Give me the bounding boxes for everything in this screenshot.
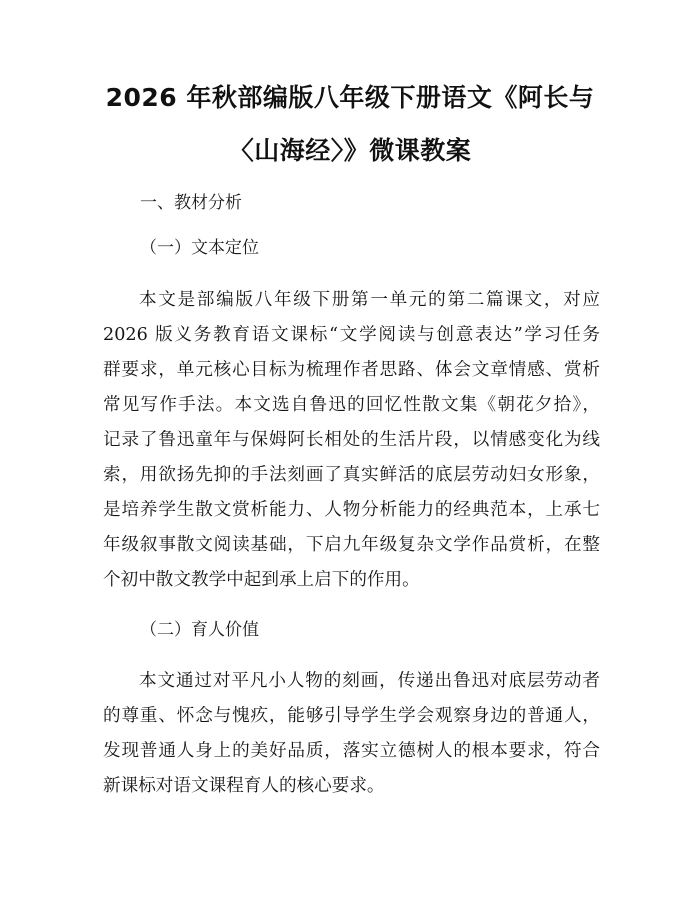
- document-title-line-2: 〈山海经〉》微课教案: [228, 136, 472, 165]
- paragraph-text-positioning: [103, 283, 600, 598]
- paragraph-line: 索，用欲扬先抑的手法刻画了真实鲜活的底层劳动妇女形象，: [103, 465, 600, 485]
- paragraph-line: 发现普通人身上的美好品质，落实立德树人的根本要求，符合: [103, 741, 600, 761]
- paragraph-line: 本文是部编版八年级下册第一单元的第二篇课文，对应: [139, 290, 600, 310]
- document-title-line-1: 2026 年秋部编版八年级下册语文《阿长与: [105, 83, 595, 112]
- paragraph-line: 2026 版义务教育语文课标“文学阅读与创意表达”学习任务: [103, 325, 600, 345]
- paragraph-line: 是培养学生散文赏析能力、人物分析能力的经典范本，上承七: [103, 500, 600, 520]
- paragraph-line: 记录了鲁迅童年与保姆阿长相处的生活片段，以情感变化为线: [103, 430, 600, 450]
- section-heading: 一、教材分析: [140, 193, 242, 213]
- paragraph-line: 年级叙事散文阅读基础，下启九年级复杂文学作品赏析，在整: [103, 535, 600, 555]
- paragraph-line: 本文通过对平凡小人物的刻画，传递出鲁迅对底层劳动者: [139, 671, 600, 691]
- paragraph-line: 个初中散文教学中起到承上启下的作用。: [103, 570, 420, 590]
- paragraph-educational-value: [103, 664, 600, 804]
- paragraph-line: 群要求，单元核心目标为梳理作者思路、体会文章情感、赏析: [103, 360, 600, 380]
- subsection-heading-educational-value: （二）育人价值: [140, 620, 259, 640]
- paragraph-line: 新课标对语文课程育人的核心要求。: [103, 776, 385, 796]
- subsection-heading-text-positioning: （一）文本定位: [140, 238, 259, 258]
- paragraph-line: 的尊重、怀念与愧疚，能够引导学生学会观察身边的普通人，: [103, 706, 600, 726]
- paragraph-line: 常见写作手法。本文选自鲁迅的回忆性散文集《朝花夕拾》，: [103, 395, 600, 415]
